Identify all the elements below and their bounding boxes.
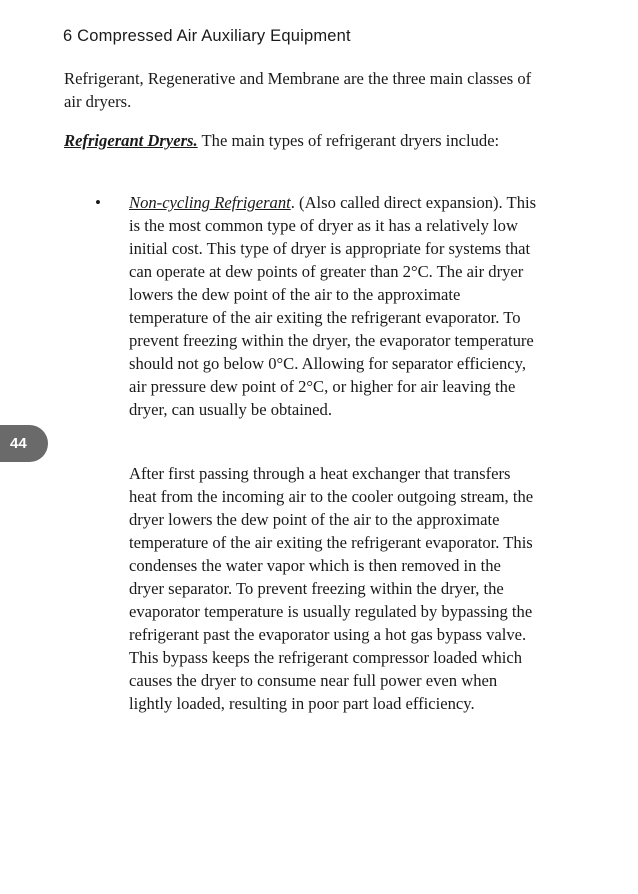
bullet-continuation-paragraph: After first passing through a heat exchanger that transfers heat from the incoming air to the cooler outgoing stream, the dryer lowers the dew point of the air to the approximate temperature of the air exiting the refrigerant evaporator. This condenses the water vapor which is then removed in the dryer separator. To prevent freezing within the dryer, the evaporator temperature is usually regulated by bypassing the refrigerant past the evaporator using a hot gas bypass valve. This bypass keeps the refrigerant compressor loaded which causes the dryer to consume near full power even when lightly loaded, resulting in poor part load efficiency. — [129, 464, 534, 713]
section-intro-text: The main types of refrigerant dryers include: — [197, 131, 500, 150]
intro-paragraph: Refrigerant, Regenerative and Membrane are the three main classes of air dryers. — [64, 69, 532, 111]
bullet-item — [129, 191, 537, 421]
bullet-icon: • — [95, 193, 101, 212]
chapter-header: 6 Compressed Air Auxiliary Equipment — [63, 27, 351, 45]
bullet-text: . (Also called direct expansion). This is the most common type of dryer as it has a relatively low initial cost. This type of dryer is appropriate for systems that can operate at dew points of greater than 2°C. The air dryer lowers the dew point of the air to the approximate temperature of the air exiting the refrigerant evaporator. To prevent freezing within the dryer, the evaporator temperature should not go below 0°C. Allowing for separator efficiency, air pressure dew point of 2°C, or higher for air leaving the dryer, can usually be obtained. — [129, 193, 537, 419]
bullet-term: Non-cycling Refrigerant — [129, 193, 291, 212]
section-paragraph — [64, 129, 534, 152]
section-heading: Refrigerant Dryers. — [64, 131, 198, 150]
page-number-tab: 44 — [0, 425, 48, 462]
